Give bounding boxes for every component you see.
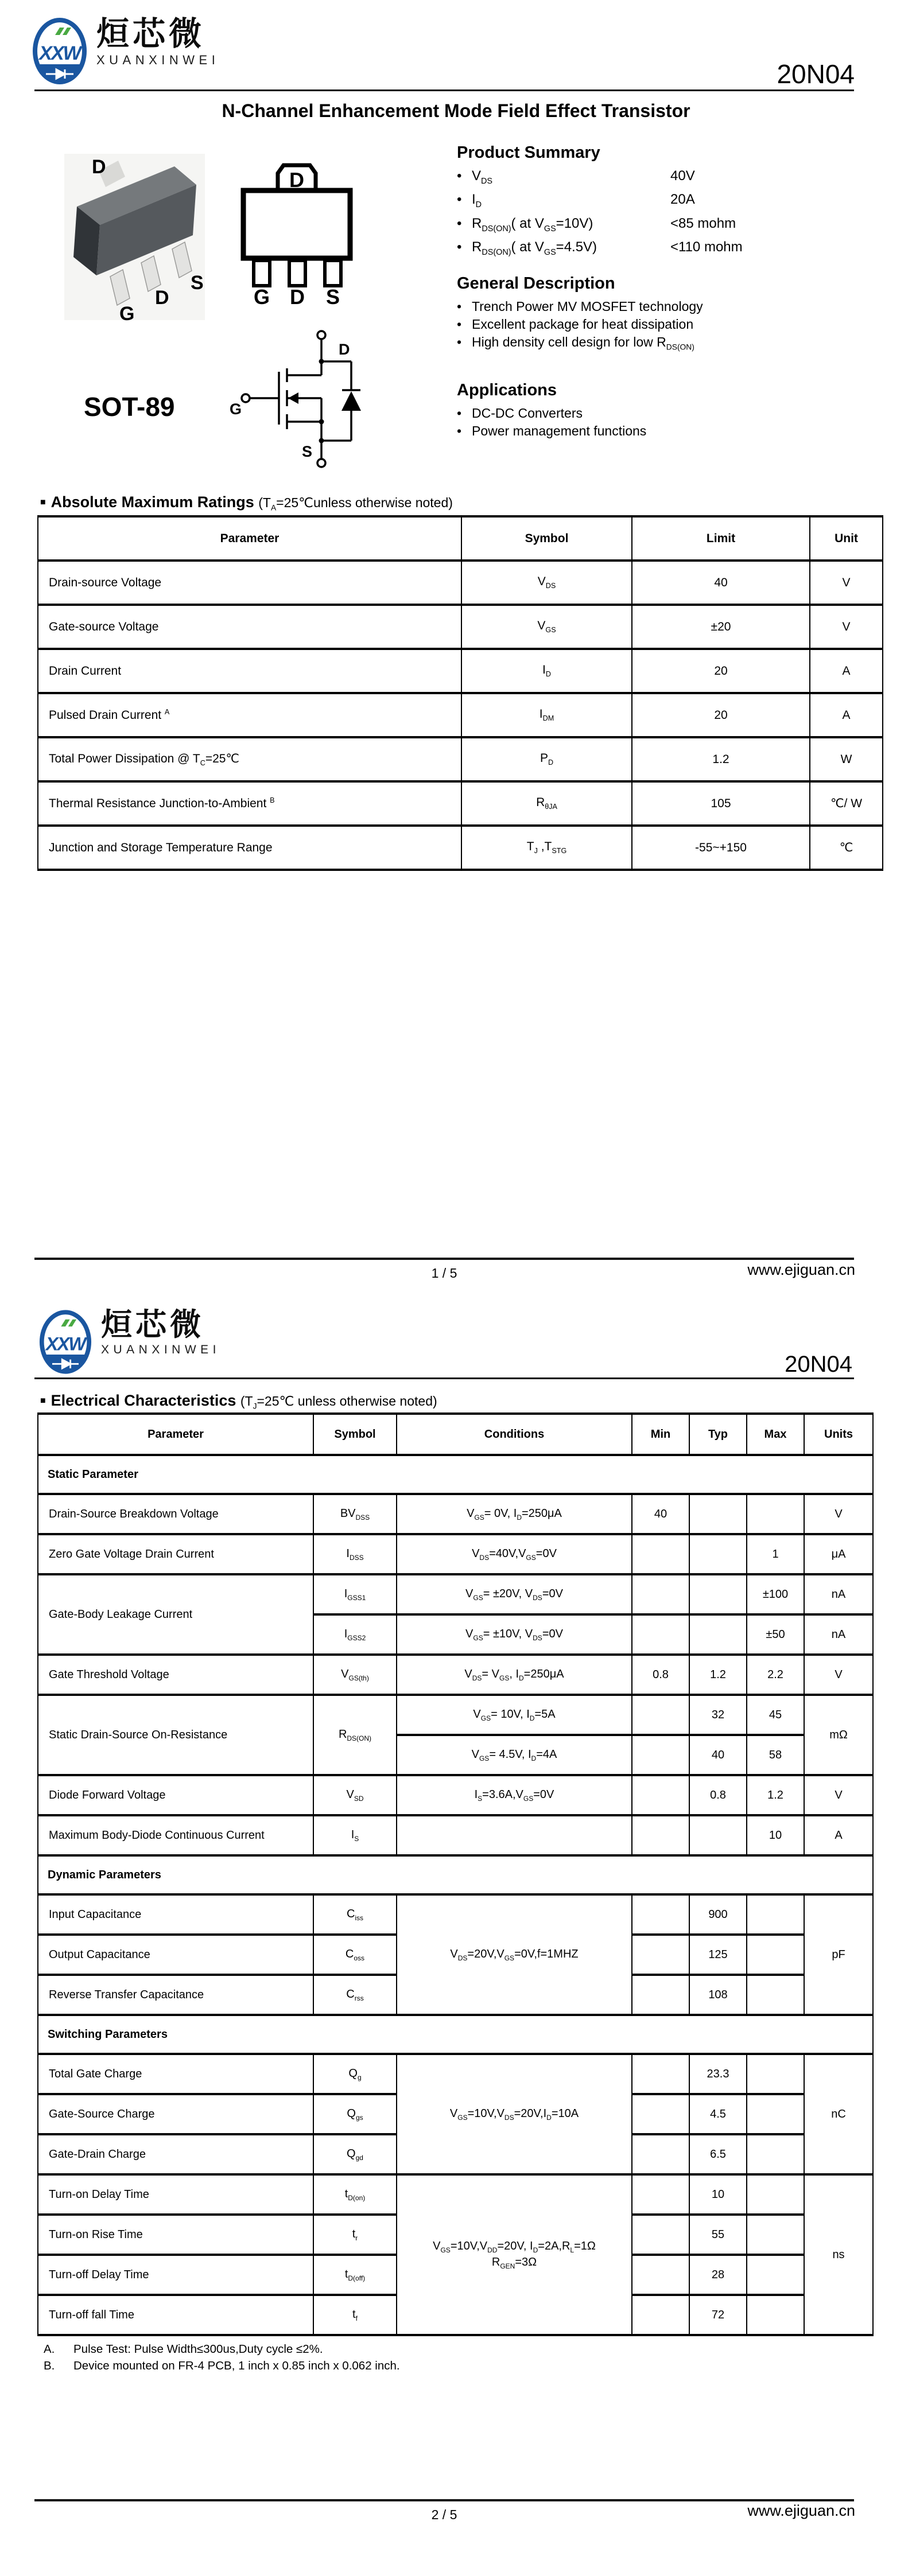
max-cell — [747, 1494, 804, 1534]
cond-line-1: $V_{GS}=10V,V_{DD}=20V$, $I_D=2A,R_L=1\Omega$ — [433, 2239, 596, 2254]
amr-heading-conditions: ($T_A=25℃unless$ otherwise noted) — [258, 495, 453, 512]
general-description-heading: General Description — [457, 274, 615, 293]
param-cell: Gate-source Voltage — [38, 605, 461, 649]
symbol-cell: $V_{SD}$ — [313, 1775, 397, 1815]
param-cell: Maximum Body-Diode Continuous Current — [38, 1815, 313, 1855]
units-cell: nC — [804, 2054, 873, 2174]
outline-pin — [325, 260, 341, 286]
package-outline-drawing — [235, 161, 359, 307]
column-header: Parameter — [38, 516, 461, 561]
max-cell: 2.2 — [747, 1655, 804, 1695]
limit-cell: 20 — [632, 693, 810, 737]
unit-cell: ℃/ W — [810, 781, 883, 826]
bullet-icon: • — [457, 317, 462, 332]
bullet-icon: • — [457, 168, 462, 184]
param-cell: Gate-Source Charge — [38, 2094, 313, 2134]
mosfet-symbol — [228, 327, 366, 473]
max-cell — [747, 1975, 804, 2015]
param-cell: Thermal Resistance Junction-to-Ambient $^B$ — [38, 781, 461, 826]
symbol-cell: $BV_{DSS}$ — [313, 1494, 397, 1534]
mosfet-arrow-icon — [288, 392, 298, 404]
cond-cell: $V_{GS}= \pm 20V$, $V_{DS}=0V$ — [397, 1574, 632, 1614]
min-cell — [632, 2215, 689, 2255]
symbol-cell: $R_{\theta JA}$ — [461, 781, 632, 826]
max-cell: 1.2 — [747, 1775, 804, 1815]
junction-dot — [319, 419, 324, 425]
typ-cell — [689, 1574, 747, 1614]
pin-label-s: S — [191, 272, 204, 294]
brand-name-en: XUANXINWEI — [96, 53, 220, 68]
units-cell: nA — [804, 1574, 873, 1614]
column-header: Parameter — [38, 1414, 313, 1455]
units-cell: ns — [804, 2174, 873, 2335]
description-item — [457, 316, 876, 333]
table-row — [38, 1655, 873, 1695]
min-cell — [632, 1815, 689, 1855]
footnotes — [44, 2341, 400, 2374]
body-diode-icon — [341, 391, 361, 411]
section-row — [38, 1455, 873, 1494]
symbol-cell: $C_{oss}$ — [313, 1935, 397, 1975]
brand-logo — [32, 17, 219, 85]
summary-item-value: 40V — [670, 168, 695, 184]
units-cell: pF — [804, 1894, 873, 2015]
units-cell: V — [804, 1655, 873, 1695]
outline-pin — [289, 260, 305, 286]
package-3d-image — [64, 148, 205, 323]
footnote — [44, 2357, 400, 2374]
symbol-cell: $t_f$ — [313, 2295, 397, 2335]
max-cell: 58 — [747, 1735, 804, 1775]
unit-cell: V — [810, 561, 883, 605]
min-cell — [632, 1975, 689, 2015]
website-link: www.ejiguan.cn — [747, 2502, 855, 2519]
symbol-cell: $I_{GSS1}$ — [313, 1574, 397, 1614]
table-row — [38, 1815, 873, 1855]
table-row — [38, 737, 883, 781]
footnote — [44, 2341, 400, 2357]
symbol-cell: $V_{DS}$ — [461, 561, 632, 605]
unit-cell: V — [810, 605, 883, 649]
footnote-id: B. — [44, 2359, 55, 2372]
part-number: 20N04 — [785, 1352, 852, 1377]
symbol-label-d: D — [339, 341, 350, 358]
product-summary-heading: Product Summary — [457, 143, 600, 162]
typ-cell: 125 — [689, 1935, 747, 1975]
bullet-icon: • — [457, 215, 462, 231]
table-row — [38, 693, 883, 737]
column-header: Max — [747, 1414, 804, 1455]
max-cell — [747, 2174, 804, 2215]
typ-cell: 1.2 — [689, 1655, 747, 1695]
brand-name-en: XUANXINWEI — [101, 1343, 221, 1357]
footnote-text: Device mounted on FR-4 PCB, 1 inch x 0.85 inch x 0.062 inch. — [73, 2359, 400, 2372]
limit-cell: 105 — [632, 781, 810, 826]
table-row — [38, 649, 883, 693]
max-cell: ±50 — [747, 1614, 804, 1655]
section-title: Dynamic Parameters — [38, 1855, 873, 1894]
column-header: Conditions — [397, 1414, 632, 1455]
param-cell: Junction and Storage Temperature Range — [38, 826, 461, 870]
table-row — [38, 561, 883, 605]
symbol-cell: $Q_g$ — [313, 2054, 397, 2094]
bullet-icon: • — [457, 334, 462, 349]
units-cell: nA — [804, 1614, 873, 1655]
typ-cell: 32 — [689, 1695, 747, 1735]
summary-item — [457, 167, 876, 190]
cond-cell: $I_S=3.6A,V_{GS}=0V$ — [397, 1775, 632, 1815]
min-cell — [632, 2094, 689, 2134]
min-cell — [632, 1614, 689, 1655]
unit-cell: ℃ — [810, 826, 883, 870]
symbol-cell: $P_D$ — [461, 737, 632, 781]
min-cell — [632, 1574, 689, 1614]
section-title: Static Parameter — [38, 1455, 873, 1494]
electrical-characteristics-table — [37, 1412, 874, 2336]
symbol-cell: $t_{D(off)}$ — [313, 2255, 397, 2295]
min-cell — [632, 1735, 689, 1775]
package-name: SOT-89 — [84, 392, 175, 422]
min-cell — [632, 1935, 689, 1975]
website-link: www.ejiguan.cn — [747, 1261, 855, 1278]
pin-label-d-top: D — [92, 156, 106, 178]
limit-cell: -55~+150 — [632, 826, 810, 870]
max-cell — [747, 1935, 804, 1975]
param-cell: Turn-on Delay Time — [38, 2174, 313, 2215]
typ-cell: 40 — [689, 1735, 747, 1775]
param-cell: Static Drain-Source On-Resistance — [38, 1695, 313, 1775]
summary-item-label: $V_{DS}$ — [472, 168, 493, 186]
symbol-cell: $T_J$ $,T_{STG}$ — [461, 826, 632, 870]
symbol-cell: $I_D$ — [461, 649, 632, 693]
table-header-row — [38, 516, 883, 561]
bullet-icon: • — [457, 192, 462, 208]
symbol-label-g: G — [230, 400, 242, 418]
summary-item-label: $I_D$ — [472, 192, 482, 210]
param-cell: Drain-source Voltage — [38, 561, 461, 605]
cond-cell: $V_{DS}=20V,V_{GS}=0V,f=1MHZ$ — [397, 1894, 632, 2015]
table-row — [38, 1534, 873, 1574]
cond-line-2: $R_{GEN}=3\Omega$ — [491, 2256, 537, 2270]
max-cell: 45 — [747, 1695, 804, 1735]
typ-cell: 0.8 — [689, 1775, 747, 1815]
brand-text — [96, 17, 219, 68]
column-header: Unit — [810, 516, 883, 561]
min-cell — [632, 2255, 689, 2295]
square-bullet-icon: ■ — [40, 1396, 46, 1406]
table-header-row — [38, 1414, 873, 1455]
typ-cell: 23.3 — [689, 2054, 747, 2094]
min-cell — [632, 1695, 689, 1735]
typ-cell: 108 — [689, 1975, 747, 2015]
application-item-text: DC-DC Converters — [472, 406, 583, 421]
param-cell: Zero Gate Voltage Drain Current — [38, 1534, 313, 1574]
column-header: Units — [804, 1414, 873, 1455]
typ-cell — [689, 1614, 747, 1655]
param-cell: Drain Current — [38, 649, 461, 693]
param-cell: Gate Threshold Voltage — [38, 1655, 313, 1695]
unit-cell: W — [810, 737, 883, 781]
symbol-cell: $C_{iss}$ — [313, 1894, 397, 1935]
description-item-text: High density cell design for low $R_{DS(ON)}$ — [472, 334, 694, 352]
general-description-section — [457, 274, 876, 356]
section-row — [38, 2015, 873, 2054]
min-cell — [632, 2054, 689, 2094]
param-cell: Gate-Drain Charge — [38, 2134, 313, 2174]
ec-heading — [40, 1392, 437, 1411]
bullet-icon: • — [457, 423, 462, 438]
max-cell — [747, 2295, 804, 2335]
min-cell: 0.8 — [632, 1655, 689, 1695]
footer-rule — [34, 1258, 854, 1260]
max-cell — [747, 2255, 804, 2295]
symbol-cell: $I_{GSS2}$ — [313, 1614, 397, 1655]
absolute-maximum-ratings-table — [37, 515, 883, 871]
page-number: 1 / 5 — [431, 1266, 457, 1281]
summary-item-label: $R_{DS(ON)}$( at $V_{GS}=10V$) — [472, 215, 593, 234]
max-cell — [747, 2215, 804, 2255]
min-cell — [632, 2174, 689, 2215]
amr-heading — [40, 493, 453, 512]
min-cell — [632, 1775, 689, 1815]
logo-abbr-text: XXW — [39, 42, 80, 64]
param-cell: Output Capacitance — [38, 1935, 313, 1975]
cond-cell: $V_{GS}= 4.5V$, $I_D=4A$ — [397, 1735, 632, 1775]
table-row — [38, 826, 883, 870]
unit-cell: A — [810, 693, 883, 737]
brand-text — [101, 1309, 220, 1357]
summary-item — [457, 190, 876, 214]
ec-heading-conditions: ($T_J=25℃$ unless otherwise noted) — [240, 1394, 437, 1411]
ec-heading-bold: Electrical Characteristics — [51, 1392, 236, 1409]
footnote-text: Pulse Test: Pulse Width≤300us,Duty cycle ≤2%. — [73, 2342, 323, 2356]
max-cell — [747, 2094, 804, 2134]
table-row — [38, 2174, 873, 2215]
param-cell: Turn-on Rise Time — [38, 2215, 313, 2255]
outline-pin-label-g: G — [253, 285, 270, 307]
param-cell: Gate-Body Leakage Current — [38, 1574, 313, 1655]
limit-cell: ±20 — [632, 605, 810, 649]
min-cell — [632, 2134, 689, 2174]
param-cell: Input Capacitance — [38, 1894, 313, 1935]
param-cell: Diode Forward Voltage — [38, 1775, 313, 1815]
logo-abbr-text: XXW — [45, 1333, 86, 1355]
typ-cell: 10 — [689, 2174, 747, 2215]
description-item — [457, 298, 876, 316]
outline-tab-label: D — [289, 168, 304, 192]
units-cell: A — [804, 1815, 873, 1855]
bullet-icon: • — [457, 406, 462, 421]
typ-cell: 72 — [689, 2295, 747, 2335]
table-row — [38, 1775, 873, 1815]
section-title: Switching Parameters — [38, 2015, 873, 2054]
description-item-text: Excellent package for heat dissipation — [472, 317, 694, 332]
max-cell: 1 — [747, 1534, 804, 1574]
symbol-cell: $R_{DS(ON)}$ — [313, 1695, 397, 1775]
table-row — [38, 1494, 873, 1534]
units-cell: μA — [804, 1534, 873, 1574]
applications-section — [457, 381, 876, 440]
cond-cell: $V_{DS}=40V,V_{GS}=0V$ — [397, 1534, 632, 1574]
cond-cell: $V_{GS}= 0V$, $I_D=250\mu A$ — [397, 1494, 632, 1534]
bullet-icon: • — [457, 239, 462, 255]
brand-logo — [39, 1309, 220, 1375]
typ-cell — [689, 1534, 747, 1574]
symbol-cell: $I_{DSS}$ — [313, 1534, 397, 1574]
column-header: Typ — [689, 1414, 747, 1455]
summary-item-label: $R_{DS(ON)}$( at $V_{GS}=4.5V$) — [472, 239, 597, 257]
symbol-cell: $I_{DM}$ — [461, 693, 632, 737]
column-header: Min — [632, 1414, 689, 1455]
summary-item — [457, 215, 876, 238]
max-cell — [747, 2134, 804, 2174]
section-row — [38, 1855, 873, 1894]
min-cell: 40 — [632, 1494, 689, 1534]
max-cell: ±100 — [747, 1574, 804, 1614]
typ-cell: 28 — [689, 2255, 747, 2295]
typ-cell: 4.5 — [689, 2094, 747, 2134]
cond-cell: $V_{DS}= V_{GS}$, $I_D=250\mu A$ — [397, 1655, 632, 1695]
max-cell — [747, 1894, 804, 1935]
outline-pin-label-s: S — [325, 285, 340, 307]
description-item-text: Trench Power MV MOSFET technology — [472, 299, 703, 314]
symbol-cell: $Q_{gs}$ — [313, 2094, 397, 2134]
header-rule — [34, 1378, 854, 1379]
min-cell — [632, 1534, 689, 1574]
typ-cell — [689, 1494, 747, 1534]
max-cell — [747, 2054, 804, 2094]
param-cell: Total Power Dissipation @ $T_C=25℃$ — [38, 737, 461, 781]
summary-item-value: <110 mohm — [670, 239, 743, 255]
table-row — [38, 2054, 873, 2094]
brand-logo-icon — [32, 17, 87, 85]
applications-heading: Applications — [457, 381, 557, 399]
pin-label-d: D — [155, 287, 169, 309]
table-row — [38, 781, 883, 826]
outline-body — [243, 190, 350, 258]
limit-cell: 40 — [632, 561, 810, 605]
junction-dot — [319, 438, 324, 443]
column-header: Limit — [632, 516, 810, 561]
bullet-icon: • — [457, 299, 462, 314]
cond-cell: $V_{GS}= \pm 10V$, $V_{DS}=0V$ — [397, 1614, 632, 1655]
param-cell: Drain-Source Breakdown Voltage — [38, 1494, 313, 1534]
footer-rule — [34, 2499, 854, 2501]
page-title: N-Channel Enhancement Mode Field Effect Transistor — [222, 100, 690, 121]
units-cell: mΩ — [804, 1695, 873, 1775]
amr-heading-bold: Absolute Maximum Ratings — [51, 493, 254, 511]
part-number: 20N04 — [777, 59, 855, 89]
symbol-cell: $I_S$ — [313, 1815, 397, 1855]
min-cell — [632, 1894, 689, 1935]
cond-cell: $V_{GS}= 10V$, $I_D=5A$ — [397, 1695, 632, 1735]
outline-pin — [254, 260, 270, 286]
symbol-cell: $t_r$ — [313, 2215, 397, 2255]
pin-label-g: G — [119, 303, 135, 323]
summary-item-value: <85 mohm — [670, 215, 736, 231]
symbol-cell: $V_{GS}$ — [461, 605, 632, 649]
limit-cell: 20 — [632, 649, 810, 693]
limit-cell: 1.2 — [632, 737, 810, 781]
typ-cell: 900 — [689, 1894, 747, 1935]
units-cell: V — [804, 1775, 873, 1815]
cond-cell: $V_{GS}=10V,V_{DS}=20V,I_D=10A$ — [397, 2054, 632, 2174]
junction-dot — [319, 359, 324, 364]
brand-name-cn: 烜芯微 — [101, 1308, 204, 1342]
footnote-id: A. — [44, 2342, 55, 2356]
typ-cell — [689, 1815, 747, 1855]
typ-cell: 6.5 — [689, 2134, 747, 2174]
square-bullet-icon: ■ — [40, 497, 46, 507]
table-row — [38, 1894, 873, 1935]
cond-cell — [397, 1815, 632, 1855]
symbol-cell: $V_{GS(th)}$ — [313, 1655, 397, 1695]
table-row — [38, 605, 883, 649]
symbol-cell: $C_{rss}$ — [313, 1975, 397, 2015]
application-item — [457, 404, 876, 422]
param-cell: Turn-off fall Time — [38, 2295, 313, 2335]
brand-logo-icon — [39, 1309, 92, 1375]
application-item — [457, 422, 876, 440]
column-header: Symbol — [313, 1414, 397, 1455]
symbol-label-s: S — [302, 443, 313, 460]
units-cell: V — [804, 1494, 873, 1534]
brand-name-cn: 烜芯微 — [96, 15, 205, 52]
param-cell: Reverse Transfer Capacitance — [38, 1975, 313, 2015]
header-rule — [34, 90, 854, 91]
param-cell: Pulsed Drain Current $^A$ — [38, 693, 461, 737]
cond-cell — [397, 2174, 632, 2335]
table-row — [38, 1574, 873, 1614]
table-row — [38, 1695, 873, 1735]
min-cell — [632, 2295, 689, 2335]
summary-item — [457, 238, 876, 262]
description-item — [457, 333, 876, 356]
outline-pin-label-d: D — [290, 285, 305, 307]
column-header: Symbol — [461, 516, 632, 561]
symbol-cell: $t_{D(on)}$ — [313, 2174, 397, 2215]
max-cell: 10 — [747, 1815, 804, 1855]
unit-cell: A — [810, 649, 883, 693]
param-cell: Total Gate Charge — [38, 2054, 313, 2094]
summary-item-value: 20A — [670, 192, 695, 208]
typ-cell: 55 — [689, 2215, 747, 2255]
application-item-text: Power management functions — [472, 423, 647, 438]
page-number: 2 / 5 — [431, 2507, 457, 2522]
product-summary-section — [457, 143, 876, 262]
symbol-cell: $Q_{gd}$ — [313, 2134, 397, 2174]
param-cell: Turn-off Delay Time — [38, 2255, 313, 2295]
